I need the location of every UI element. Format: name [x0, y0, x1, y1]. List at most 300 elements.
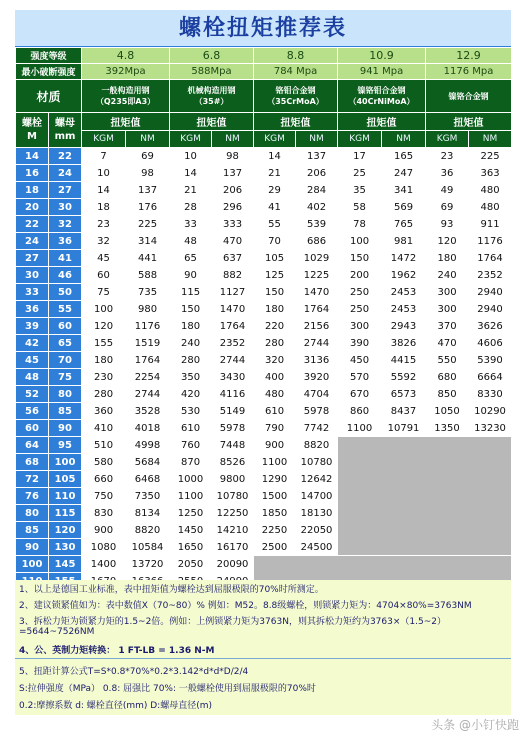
torque-cell: 5978: [212, 420, 254, 437]
torque-cell: 137: [126, 182, 170, 199]
torque-cell: 530: [170, 403, 212, 420]
torque-cell: 90: [170, 267, 212, 284]
table-row: [16, 182, 512, 199]
torque-cell: 1290: [254, 471, 296, 488]
bolt-size-cell: 36: [16, 301, 49, 318]
torque-cell: 230: [82, 369, 126, 386]
bolt-size-cell: 27: [16, 250, 49, 267]
nut-size-cell: 41: [49, 250, 82, 267]
torque-cell: 5978: [296, 403, 338, 420]
torque-cell: 980: [126, 301, 170, 318]
torque-cell: 9800: [212, 471, 254, 488]
torque-cell: 350: [170, 369, 212, 386]
torque-cell: 1519: [126, 335, 170, 352]
unit-kgm: KGM: [426, 131, 469, 148]
torque-cell: 150: [338, 250, 382, 267]
torque-cell: 420: [170, 386, 212, 403]
torque-cell: 1450: [170, 522, 212, 539]
torque-cell: 4116: [212, 386, 254, 403]
bolt-size-cell: 14: [16, 148, 49, 165]
torque-header: 扭矩值: [426, 113, 512, 131]
torque-cell: 120: [426, 233, 469, 250]
torque-cell: 2250: [254, 522, 296, 539]
torque-cell: 539: [296, 216, 338, 233]
torque-cell: 120: [82, 318, 126, 335]
torque-cell: 8134: [126, 505, 170, 522]
nut-size-cell: 90: [49, 420, 82, 437]
bolt-size-cell: 100: [16, 556, 49, 573]
torque-cell: 250: [338, 301, 382, 318]
torque-cell: 280: [82, 386, 126, 403]
torque-cell: 2744: [212, 352, 254, 369]
torque-cell: 18: [82, 199, 126, 216]
torque-cell: 850: [426, 386, 469, 403]
nut-size-cell: 24: [49, 165, 82, 182]
torque-cell: 1100: [254, 454, 296, 471]
torque-cell: 660: [82, 471, 126, 488]
torque-cell: 3626: [469, 318, 512, 335]
bolt-size-cell: 16: [16, 165, 49, 182]
torque-cell: 2940: [469, 301, 512, 318]
torque-cell: 29: [254, 182, 296, 199]
torque-cell: 225: [469, 148, 512, 165]
torque-cell: 333: [212, 216, 254, 233]
torque-cell: 510: [82, 437, 126, 454]
torque-cell: 78: [338, 216, 382, 233]
table-row: [16, 216, 512, 233]
torque-cell: 14: [170, 165, 212, 182]
torque-cell: 180: [254, 301, 296, 318]
bolt-size-cell: 20: [16, 199, 49, 216]
table-row: [16, 284, 512, 301]
torque-cell: 2500: [254, 539, 296, 556]
nut-size-cell: 65: [49, 335, 82, 352]
torque-cell: 2943: [382, 318, 426, 335]
note-4: 4、公、英制力矩转换： 1 FT-LB = 1.36 N-M: [19, 646, 215, 656]
torque-cell: 1764: [296, 301, 338, 318]
nut-size-cell: 30: [49, 199, 82, 216]
torque-cell: 8330: [469, 386, 512, 403]
tensile-value: 784 Mpa: [254, 64, 338, 80]
torque-cell: 2744: [296, 335, 338, 352]
unit-nm: NM: [212, 131, 254, 148]
table-row: [16, 301, 512, 318]
torque-cell: 1176: [469, 233, 512, 250]
bolt-size-cell: 33: [16, 284, 49, 301]
table-row: [16, 318, 512, 335]
torque-cell: 1962: [382, 267, 426, 284]
table-row: [16, 165, 512, 182]
nut-header: 螺母 mm: [49, 113, 82, 148]
tensile-value: 392Mpa: [82, 64, 170, 80]
nut-size-cell: 120: [49, 522, 82, 539]
torque-cell: 480: [469, 182, 512, 199]
grade-value: 4.8: [82, 48, 170, 64]
bolt-size-cell: 22: [16, 216, 49, 233]
grade-value: 8.8: [254, 48, 338, 64]
torque-cell: 686: [296, 233, 338, 250]
bolt-size-cell: 60: [16, 420, 49, 437]
torque-cell: 45: [82, 250, 126, 267]
torque-cell: 100: [82, 301, 126, 318]
torque-cell: 1470: [296, 284, 338, 301]
torque-cell: 70: [254, 233, 296, 250]
torque-cell: 2453: [382, 284, 426, 301]
nut-size-cell: 145: [49, 556, 82, 573]
table-row: [16, 199, 512, 216]
torque-cell: 300: [426, 284, 469, 301]
nut-size-cell: 70: [49, 352, 82, 369]
torque-cell: 6664: [469, 369, 512, 386]
tensile-label: 最小破断强度: [16, 64, 82, 80]
bolt-size-cell: 72: [16, 471, 49, 488]
torque-cell: 2254: [126, 369, 170, 386]
torque-cell: 1472: [382, 250, 426, 267]
torque-cell: 12642: [296, 471, 338, 488]
tensile-value: 941 Mpa: [338, 64, 426, 80]
torque-cell: 735: [126, 284, 170, 301]
nut-size-cell: 105: [49, 471, 82, 488]
torque-cell: 610: [170, 420, 212, 437]
torque-cell: 390: [338, 335, 382, 352]
torque-cell: 137: [296, 148, 338, 165]
torque-cell: 10780: [296, 454, 338, 471]
torque-cell: 300: [338, 318, 382, 335]
bolt-size-cell: 68: [16, 454, 49, 471]
torque-cell: 247: [382, 165, 426, 182]
torque-cell: 206: [212, 182, 254, 199]
torque-cell: 49: [426, 182, 469, 199]
torque-cell: 1225: [296, 267, 338, 284]
torque-header: 扭矩值: [82, 113, 170, 131]
torque-cell: 1350: [426, 420, 469, 437]
nut-size-cell: 80: [49, 386, 82, 403]
torque-cell: 10584: [126, 539, 170, 556]
torque-cell: 280: [254, 335, 296, 352]
nut-size-cell: 27: [49, 182, 82, 199]
bolt-header: 螺栓 M: [16, 113, 49, 148]
torque-cell: 2453: [382, 301, 426, 318]
notes-divider: [15, 658, 511, 659]
torque-cell: 14: [82, 182, 126, 199]
note-5: 5、扭距计算公式T=S*0.8*70%*0.2*3.142*d*d*D/2/4: [19, 667, 249, 677]
torque-cell: 4606: [469, 335, 512, 352]
torque-cell: 137: [212, 165, 254, 182]
torque-cell: 150: [170, 301, 212, 318]
table-row: [16, 233, 512, 250]
torque-cell: 10791: [382, 420, 426, 437]
torque-cell: 1050: [426, 403, 469, 420]
torque-cell: 22050: [296, 522, 338, 539]
torque-cell: 470: [426, 335, 469, 352]
torque-cell: 314: [126, 233, 170, 250]
torque-cell: 760: [170, 437, 212, 454]
torque-cell: 48: [170, 233, 212, 250]
grade-value: 6.8: [170, 48, 254, 64]
torque-cell: 2940: [469, 284, 512, 301]
torque-cell: 2352: [212, 335, 254, 352]
torque-cell: 320: [254, 352, 296, 369]
torque-cell: 1850: [254, 505, 296, 522]
nut-size-cell: 32: [49, 216, 82, 233]
torque-cell: 1400: [82, 556, 126, 573]
torque-cell: 670: [338, 386, 382, 403]
torque-cell: 410: [82, 420, 126, 437]
table-row: [16, 556, 512, 573]
torque-cell: 1764: [469, 250, 512, 267]
torque-cell: 150: [254, 284, 296, 301]
table-row: [16, 403, 512, 420]
torque-cell: 21: [254, 165, 296, 182]
unit-kgm: KGM: [170, 131, 212, 148]
torque-cell: 8437: [382, 403, 426, 420]
torque-cell: 13720: [126, 556, 170, 573]
unit-kgm: KGM: [82, 131, 126, 148]
nut-size-cell: 22: [49, 148, 82, 165]
torque-cell: 60: [82, 267, 126, 284]
torque-cell: 441: [126, 250, 170, 267]
bolt-size-cell: 85: [16, 522, 49, 539]
torque-cell: 6468: [126, 471, 170, 488]
torque-cell: 870: [170, 454, 212, 471]
torque-cell: 680: [426, 369, 469, 386]
torque-cell: 13230: [469, 420, 512, 437]
torque-cell: 7448: [212, 437, 254, 454]
torque-cell: 28: [170, 199, 212, 216]
torque-cell: 12250: [212, 505, 254, 522]
nut-size-cell: 115: [49, 505, 82, 522]
table-row: [16, 250, 512, 267]
torque-sheet: [15, 10, 511, 715]
torque-cell: 550: [426, 352, 469, 369]
torque-cell: 1100: [170, 488, 212, 505]
bolt-size-cell: 42: [16, 335, 49, 352]
torque-cell: 1080: [82, 539, 126, 556]
torque-cell: 206: [296, 165, 338, 182]
torque-cell: 570: [338, 369, 382, 386]
torque-cell: 3920: [296, 369, 338, 386]
torque-cell: 280: [170, 352, 212, 369]
torque-cell: 2050: [170, 556, 212, 573]
torque-cell: 25: [338, 165, 382, 182]
torque-header: 扭矩值: [338, 113, 426, 131]
torque-cell: 93: [426, 216, 469, 233]
note-3: 3、拆松力矩为锁紧力矩的1.5~2倍。例如：上例锁紧力矩为3763N，则其拆松力矩约为3763×（1.5~2）: [19, 617, 446, 627]
torque-table: [15, 47, 512, 607]
bolt-size-cell: 39: [16, 318, 49, 335]
bolt-size-cell: 64: [16, 437, 49, 454]
torque-cell: 250: [338, 284, 382, 301]
torque-cell: 17: [338, 148, 382, 165]
torque-cell: 220: [254, 318, 296, 335]
torque-cell: 4704: [296, 386, 338, 403]
torque-cell: 14210: [212, 522, 254, 539]
table-row: [16, 369, 512, 386]
torque-cell: 165: [382, 148, 426, 165]
torque-cell: 1250: [170, 505, 212, 522]
material-label: 材质: [16, 80, 82, 113]
nut-size-cell: 46: [49, 267, 82, 284]
table-row: [16, 148, 512, 165]
torque-cell: 180: [170, 318, 212, 335]
torque-cell: 296: [212, 199, 254, 216]
grade-value: 10.9: [338, 48, 426, 64]
nut-size-cell: 36: [49, 233, 82, 250]
torque-cell: 750: [82, 488, 126, 505]
torque-cell: 1764: [126, 352, 170, 369]
bolt-size-cell: 80: [16, 505, 49, 522]
torque-cell: 5390: [469, 352, 512, 369]
torque-cell: 10: [82, 165, 126, 182]
torque-cell: 180: [426, 250, 469, 267]
nut-size-cell: 130: [49, 539, 82, 556]
nut-size-cell: 55: [49, 301, 82, 318]
torque-cell: 588: [126, 267, 170, 284]
torque-cell: 21: [170, 182, 212, 199]
torque-cell: 1176: [126, 318, 170, 335]
note-2: 2、建议锁紧值如为：表中数值X（70~80）% 例如：M52。8.8级螺栓，则锁紧力矩为：4704×80%=3763NM: [19, 601, 472, 611]
torque-cell: 180: [82, 352, 126, 369]
table-row: [16, 267, 512, 284]
torque-cell: 8526: [212, 454, 254, 471]
bolt-size-cell: 48: [16, 369, 49, 386]
tensile-value: 588Mpa: [170, 64, 254, 80]
bolt-size-cell: 76: [16, 488, 49, 505]
torque-cell: 900: [254, 437, 296, 454]
torque-cell: 23: [82, 216, 126, 233]
torque-cell: 480: [254, 386, 296, 403]
torque-cell: 402: [296, 199, 338, 216]
torque-cell: 1100: [338, 420, 382, 437]
torque-cell: 1764: [212, 318, 254, 335]
torque-cell: 7: [82, 148, 126, 165]
nut-size-cell: 95: [49, 437, 82, 454]
torque-cell: 23: [426, 148, 469, 165]
torque-cell: 8820: [296, 437, 338, 454]
torque-cell: 16170: [212, 539, 254, 556]
torque-cell: 911: [469, 216, 512, 233]
torque-cell: 580: [82, 454, 126, 471]
torque-cell: 176: [126, 199, 170, 216]
bolt-size-cell: 24: [16, 233, 49, 250]
material-value: 镍铬钼合金钢 （40CrNiMoA）: [338, 80, 426, 113]
unit-kgm: KGM: [254, 131, 296, 148]
torque-cell: 58: [338, 199, 382, 216]
torque-cell: 3528: [126, 403, 170, 420]
bolt-size-cell: 30: [16, 267, 49, 284]
torque-cell: 981: [382, 233, 426, 250]
torque-cell: 4018: [126, 420, 170, 437]
bolt-size-cell: 45: [16, 352, 49, 369]
torque-cell: 105: [254, 250, 296, 267]
bolt-size-cell: 56: [16, 403, 49, 420]
torque-cell: 4415: [382, 352, 426, 369]
nut-size-cell: 85: [49, 403, 82, 420]
note-1: 1、以上是德国工业标准，表中扭矩值为螺栓达到屈服极限的70%时所测定。: [19, 585, 324, 595]
torque-cell: 470: [212, 233, 254, 250]
torque-header: 扭矩值: [170, 113, 254, 131]
torque-cell: 41: [254, 199, 296, 216]
grade-label: 强度等级: [16, 48, 82, 64]
nut-size-cell: 100: [49, 454, 82, 471]
torque-cell: 69: [426, 199, 469, 216]
torque-cell: 6573: [382, 386, 426, 403]
torque-cell: 363: [469, 165, 512, 182]
torque-cell: 610: [254, 403, 296, 420]
torque-cell: 10290: [469, 403, 512, 420]
nut-size-cell: 50: [49, 284, 82, 301]
torque-cell: 1650: [170, 539, 212, 556]
torque-cell: 3826: [382, 335, 426, 352]
material-value: 机械构造用钢 （35#）: [170, 80, 254, 113]
torque-cell: 65: [170, 250, 212, 267]
torque-cell: 1127: [212, 284, 254, 301]
table-row: [16, 437, 512, 454]
tensile-value: 1176 Mpa: [426, 64, 512, 80]
torque-cell: 125: [254, 267, 296, 284]
torque-cell: 900: [82, 522, 126, 539]
torque-cell: 75: [82, 284, 126, 301]
page-title: 螺栓扭矩推荐表: [15, 10, 511, 46]
torque-cell: 32: [82, 233, 126, 250]
torque-cell: 14: [254, 148, 296, 165]
empty-block: [338, 437, 512, 556]
torque-cell: 7742: [296, 420, 338, 437]
torque-cell: 3430: [212, 369, 254, 386]
torque-cell: 882: [212, 267, 254, 284]
torque-cell: 24500: [296, 539, 338, 556]
grade-value: 12.9: [426, 48, 512, 64]
torque-cell: 830: [82, 505, 126, 522]
torque-cell: 155: [82, 335, 126, 352]
torque-cell: 10: [170, 148, 212, 165]
torque-cell: 637: [212, 250, 254, 267]
torque-cell: 5684: [126, 454, 170, 471]
torque-cell: 33: [170, 216, 212, 233]
torque-cell: 765: [382, 216, 426, 233]
torque-cell: 36: [426, 165, 469, 182]
torque-cell: 5149: [212, 403, 254, 420]
bolt-size-cell: 52: [16, 386, 49, 403]
torque-cell: 370: [426, 318, 469, 335]
torque-cell: 2352: [469, 267, 512, 284]
unit-nm: NM: [469, 131, 512, 148]
torque-cell: 20090: [212, 556, 254, 573]
torque-cell: 8820: [126, 522, 170, 539]
torque-cell: 115: [170, 284, 212, 301]
torque-cell: 341: [382, 182, 426, 199]
torque-cell: 400: [254, 369, 296, 386]
torque-cell: 569: [382, 199, 426, 216]
torque-cell: 55: [254, 216, 296, 233]
torque-cell: 480: [469, 199, 512, 216]
torque-cell: 2744: [126, 386, 170, 403]
torque-cell: 10780: [212, 488, 254, 505]
torque-cell: 98: [126, 165, 170, 182]
bolt-size-cell: 18: [16, 182, 49, 199]
torque-cell: 7350: [126, 488, 170, 505]
note-7: 0.2:摩擦系数 d: 螺栓直径(mm) D:螺母直径(m): [19, 701, 212, 711]
unit-nm: NM: [382, 131, 426, 148]
unit-nm: NM: [296, 131, 338, 148]
torque-cell: 4998: [126, 437, 170, 454]
torque-cell: 240: [426, 267, 469, 284]
unit-nm: NM: [126, 131, 170, 148]
notes-panel: [15, 580, 511, 715]
torque-cell: 1029: [296, 250, 338, 267]
unit-kgm: KGM: [338, 131, 382, 148]
torque-cell: 240: [170, 335, 212, 352]
